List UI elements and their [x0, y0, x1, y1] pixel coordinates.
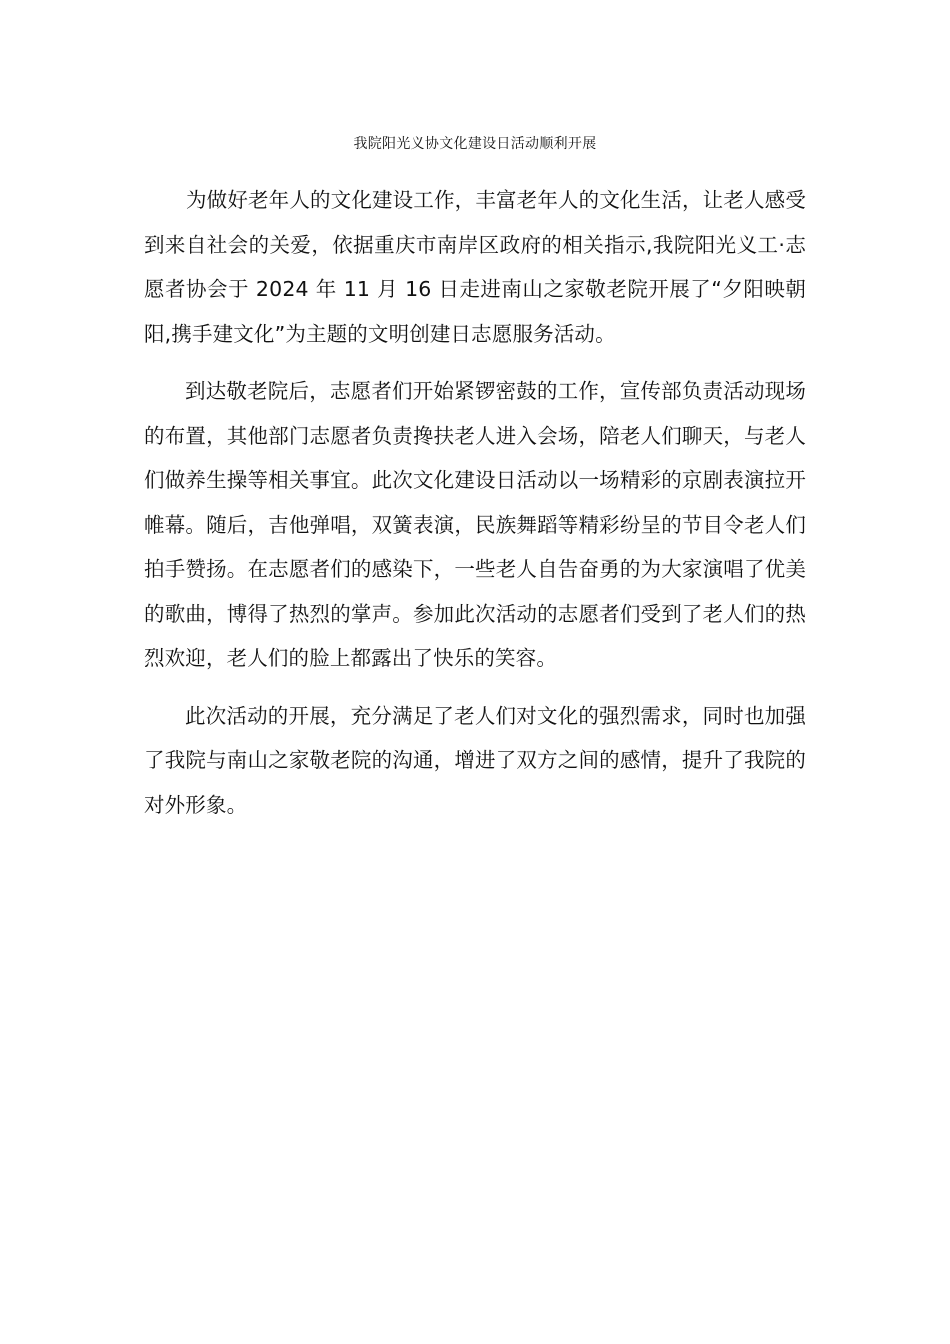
paragraph-conclusion: 此次活动的开展，充分满足了老人们对文化的强烈需求，同时也加强了我院与南山之家敬老院的沟通，增进了双方之间的感情，提升了我院的对外形象。: [144, 703, 806, 817]
document-body: [144, 178, 806, 840]
paragraph-intro: 为做好老年人的文化建设工作，丰富老年人的文化生活，让老人感受到来自社会的关爱，依据重庆市南岸区政府的相关指示,我院阳光义工·志愿者协会于 2024 年 11 月 16 日走进南山之家敬老院开展了“夕阳映朝阳,携手建文化”为主题的文明创建日志愿服务活动。: [144, 188, 806, 346]
paragraph-activities: 到达敬老院后，志愿者们开始紧锣密鼓的工作，宣传部负责活动现场的布置，其他部门志愿者负责搀扶老人进入会场，陪老人们聊天，与老人们做养生操等相关事宜。此次文化建设日活动以一场精彩的京剧表演拉开帷幕。随后，吉他弹唱，双簧表演，民族舞蹈等精彩纷呈的节目令老人们拍手赞扬。在志愿者们的感染下，一些老人自告奋勇的为大家演唱了优美的歌曲，博得了热烈的掌声。参加此次活动的志愿者们受到了老人们的热烈欢迎，老人们的脸上都露出了快乐的笑容。: [144, 379, 806, 670]
document-title: 我院阳光义协文化建设日活动顺利开展: [353, 136, 597, 152]
